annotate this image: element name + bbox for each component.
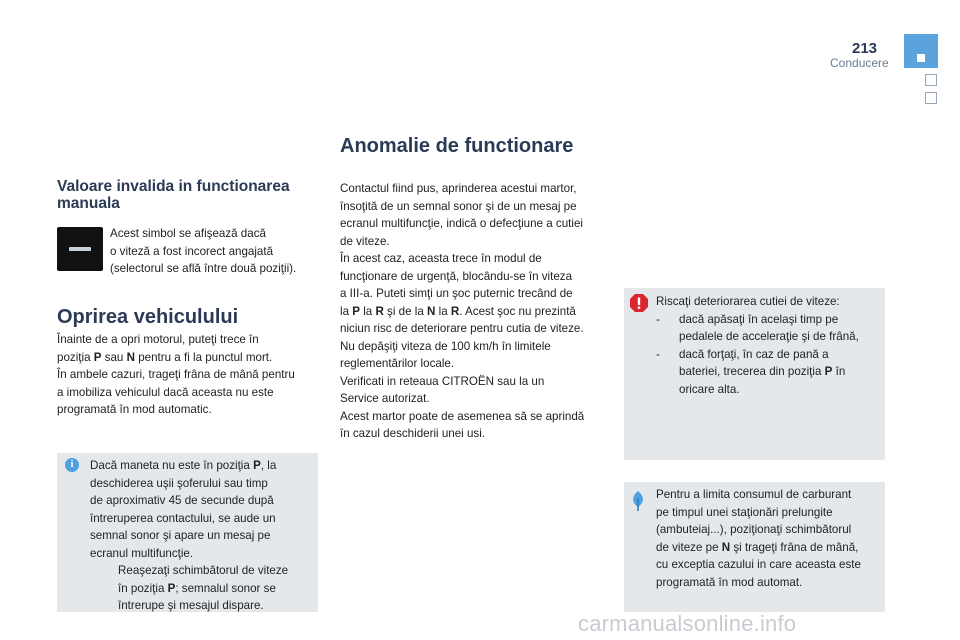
anomaly-text: Contactul fiind pus, aprinderea acestui martor, însoţită de un semnal sonor şi de un mesaj pe ecranul multifuncţie, indică o defecţiune a cutiei de viteze. În acest caz, aceasta trece în modul de funcţionare de urgenţă, blocându-se în viteza a III-a. Puteti simţi un şoc puternic trecând de la P la R şi de la N la R. Acest şoc nu prezintă niciun risc de deteriorare pentru cutia de viteze. Nu depăşiţi viteza de 100 km/h în limitele reglementărilor locale. Verificati in reteaua CITROËN sau la un Service autorizat. Acest martor poate de asemenea să se aprindă în cazul deschiderii unei usi. <box>340 182 585 440</box>
invalid-value-symbol-row <box>57 225 319 275</box>
page-number: 213 <box>852 40 878 57</box>
info-note-bullet: Reaşezaţi schimbătorul de viteze în poziţia P; semnalul sonor se întrerupe şi mesajul dispare. <box>118 564 289 612</box>
section-name: Conducere <box>830 56 889 70</box>
watermark: carmanualsonline.info <box>578 611 797 636</box>
info-icon: i <box>65 458 79 472</box>
stopping-text: Înainte de a opri motorul, puteţi trece în poziţia P sau N pentru a fi la punctul mort. În ambele cazuri, trageţi frâna de mână pentru a imobiliza vehiculul dacă aceasta nu este programată în mod automatic. <box>57 333 295 416</box>
warning-note <box>624 288 885 460</box>
eco-note-text: Pentru a limita consumul de carburant pe timpul unei staţionări prelungite (ambuteiaj...), poziţionaţi schimbătorul de viteze pe N şi trageţi frâna de mână, cu exceptia cazului in care aceasta este programată în mod automat. <box>656 488 861 589</box>
section-tab-marker <box>925 92 937 104</box>
info-note-text: Dacă maneta nu este în poziţia P, la deschiderea uşii şoferului sau timp de aproximativ 45 de secunde după întreruperea contactului, se aude un semnal sonor şi apare un mesaj pe ecranul multifuncţie. Reaşezaţi schimbătorul de viteze în poziţia P; semnalul sonor se întrerupe şi mesajul dispare. <box>90 457 314 615</box>
section-tab-marker <box>925 74 937 86</box>
invalid-value-section <box>57 178 319 212</box>
section-tab-active <box>904 34 938 68</box>
invalid-value-text: Acest simbol se afişează dacă o viteză a fost incorect angajată (selectorul se află între două poziţii). <box>110 227 297 275</box>
gear-invalid-icon <box>57 227 103 271</box>
eco-note <box>624 482 885 612</box>
info-note <box>57 453 318 612</box>
warning-note-text: Riscaţi deteriorarea cutiei de viteze: - dacă apăsaţi în acelaşi timp pe pedalele de acceleraţie şi de frână, - dacă forţaţi, în caz de pană a bateriei, trecerea din poziţia P în oricare alta. <box>656 293 881 398</box>
leaf-icon <box>630 490 646 512</box>
anomaly-title: Anomalie de functionare <box>340 135 574 157</box>
warning-list-item: - dacă forţaţi, în caz de pană a bateriei, trecerea din poziţia P în oricare alta. <box>656 347 846 396</box>
warning-list-item: - dacă apăsaţi în acelaşi timp pe pedalele de acceleraţie şi de frână, <box>656 312 859 343</box>
stopping-title: Oprirea vehiculului <box>57 306 239 328</box>
invalid-value-title: Valoare invalida in functionarea manuala <box>57 178 290 212</box>
warning-icon <box>629 293 649 313</box>
